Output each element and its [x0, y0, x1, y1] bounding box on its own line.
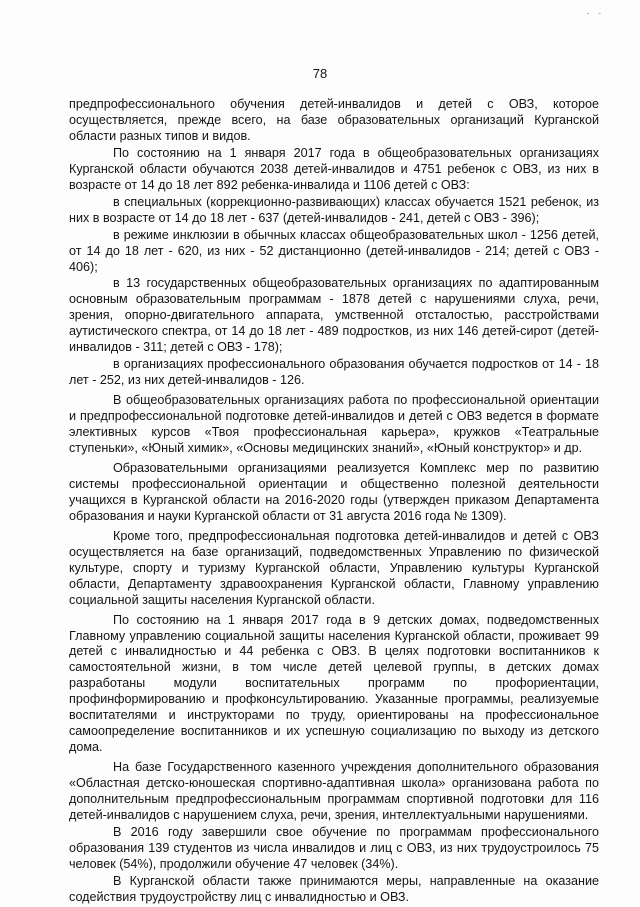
corner-mark: - - [586, 8, 604, 18]
paragraph-complex-measures: Образовательными организациями реализуется Комплекс мер по развитию системы профессиональной ориентации и общественно полезной деятельности учащихся в Курганской области на 2016-2020 годы (утвержден приказом Департамента образования и науки Курганской области от 31 августа 2016 года № 1309). [69, 460, 599, 523]
paragraph-special-classes: в специальных (коррекционно-развивающих) классах обучается 1521 ребенок, из них в возрасте от 14 до 18 лет - 637 (детей-инвалидов - 241, детей с ОВЗ - 396); [69, 194, 599, 225]
paragraph-continuation: предпрофессионального обучения детей-инвалидов и детей с ОВЗ, которое осуществляется, прежде всего, на базе образовательных организаций Курганской области разных типов и видов. [69, 97, 599, 143]
page-number: 78 [312, 66, 328, 81]
paragraph-employment-support: В Курганской области также принимаются меры, направленные на оказание содействия трудоустройству лиц с инвалидностью и ОВЗ. [69, 873, 599, 904]
paragraph-other-organizations: Кроме того, предпрофессиональная подготовка детей-инвалидов и детей с ОВЗ осуществляется на базе организаций, подведомственных Управлению по физической культуре, спорту и туризму Курганской области, Управлению культуры Курганской области, Департаменту здравоохранения Курганской области, Главному управлению социальной защиты населения Курганской области. [69, 528, 599, 607]
paragraph-state-organizations: в 13 государственных общеобразовательных организациях по адаптированным основным образовательным программам - 1878 детей с нарушениями слуха, речи, зрения, опорно-двигательного аппарата, умственной отсталостью, расстройствами аутистического спектра, от 14 до 18 лет - 489 подростков, из них 146 детей-сирот (детей-инвалидов - 311; детей с ОВЗ - 178); [69, 276, 599, 355]
paragraph-vocational-education: в организациях профессионального образования обучается подростков от 14 - 18 лет - 252, из них детей-инвалидов - 126. [69, 357, 599, 388]
paragraph-sports-school: На базе Государственного казенного учреждения дополнительного образования «Областная детско-юношеская спортивно-адаптивная школа» организована работа по дополнительным предпрофессиональным программам спортивной подготовки для 116 детей-инвалидов с нарушением слуха, речи, зрения, интеллектуальными нарушениями. [69, 760, 599, 822]
body-text [69, 97, 599, 907]
paragraph-graduates-2016: В 2016 году завершили свое обучение по программам профессионального образования 139 студентов из числа инвалидов и лиц с ОВЗ, из них трудоустроилось 75 человек (54%), продолжили обучение 47 человек (34%). [69, 824, 599, 871]
paragraph-enrollment-summary: По состоянию на 1 января 2017 года в общеобразовательных организациях Курганской области обучаются 2038 детей-инвалидов и 4751 ребенок с ОВЗ, из них в возрасте от 14 до 18 лет 892 ребенка-инвалида и 1106 детей с ОВЗ: [69, 145, 599, 192]
paragraph-childrens-homes: По состоянию на 1 января 2017 года в 9 детских домах, подведомственных Главному управлению социальной защиты населения Курганской области, проживает 99 детей с инвалидностью и 44 ребенка с ОВЗ. В целях подготовки воспитанников к самостоятельной жизни, в том числе детей целевой группы, в детских домах разработаны модули воспитательных программ по профориентации, профинформированию и профконсультированию. Указанные программы, реализуемые воспитателями и инструкторами по труду, ориентированы на профессиональное самоопределение воспитанников и их успешную социализацию по выходу из детского дома. [69, 612, 599, 755]
paragraph-career-courses: В общеобразовательных организациях работа по профессиональной ориентации и предпрофессиональной подготовке детей-инвалидов и детей с ОВЗ ведется в формате элективных курсов «Твоя профессиональная карьера», кружков «Театральные ступеньки», «Юный химик», «Основы медицинских знаний», «Юный конструктор» и др. [69, 393, 599, 456]
paragraph-inclusion: в режиме инклюзии в обычных классах общеобразовательных школ - 1256 детей, от 14 до 18 лет - 620, из них - 52 дистанционно (детей-инвалидов - 214; детей с ОВЗ - 406); [69, 227, 599, 274]
